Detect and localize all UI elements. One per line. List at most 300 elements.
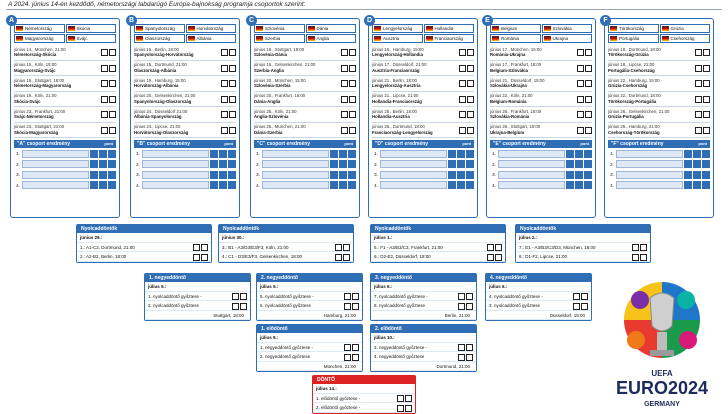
- score-box[interactable]: [467, 127, 474, 134]
- fixture-row: [219, 252, 353, 262]
- score-box[interactable]: [232, 303, 239, 310]
- score-box[interactable]: [577, 96, 584, 103]
- logo-germany: GERMANY: [644, 401, 680, 408]
- standing-team-field[interactable]: [22, 150, 89, 158]
- score-box[interactable]: [467, 65, 474, 72]
- stat-box[interactable]: [210, 181, 218, 189]
- stat-box[interactable]: [90, 160, 98, 168]
- stat-box[interactable]: [99, 171, 107, 179]
- match-date: június 15., Köln, 15:00: [14, 62, 57, 67]
- stat-box[interactable]: [228, 181, 236, 189]
- score-box[interactable]: [109, 65, 116, 72]
- match-date: június 25., München, 21:00: [254, 124, 306, 129]
- venue-row: Stuttgart, 18:00: [145, 311, 250, 321]
- flag-icon: [662, 26, 669, 31]
- stat-box[interactable]: [702, 171, 710, 179]
- stat-box[interactable]: [228, 160, 236, 168]
- score-box[interactable]: [459, 80, 466, 87]
- score-box[interactable]: [341, 96, 348, 103]
- stat-box[interactable]: [448, 160, 456, 168]
- score-box[interactable]: [458, 293, 465, 300]
- score-box[interactable]: [352, 303, 359, 310]
- match-teams: Olaszország-Albánia: [134, 67, 177, 73]
- intro-text: A 2024. június 14-én kezdődő, németországi labdarúgó Európa-bajnokság programja csoportok szerint:: [8, 1, 306, 8]
- stat-box[interactable]: [90, 181, 98, 189]
- group-letter: B: [126, 15, 137, 26]
- score-box[interactable]: [585, 96, 592, 103]
- standing-row: [490, 149, 592, 159]
- score-box[interactable]: [466, 354, 473, 361]
- score-box[interactable]: [109, 80, 116, 87]
- score-box[interactable]: [352, 354, 359, 361]
- standing-team-field[interactable]: [142, 160, 209, 168]
- standing-team-field[interactable]: [616, 160, 683, 168]
- team-name: Portugália: [619, 36, 640, 41]
- standing-team-field[interactable]: [22, 160, 89, 168]
- standing-row: [608, 149, 710, 159]
- fixture-row: [145, 292, 250, 302]
- result-title: "E" csoport eredmény: [493, 141, 546, 147]
- standing-team-field[interactable]: [616, 171, 683, 179]
- score-box[interactable]: [487, 244, 494, 251]
- match-teams: Hollandia-Ausztria: [372, 114, 410, 119]
- match-row: [134, 76, 236, 92]
- round-of-16-box: [76, 224, 212, 263]
- score-box[interactable]: [703, 96, 710, 103]
- score-box[interactable]: [458, 354, 465, 361]
- team-name: Szlovénia: [265, 26, 285, 31]
- score-box[interactable]: [349, 96, 356, 103]
- score-box[interactable]: [193, 254, 200, 261]
- stat-box[interactable]: [466, 171, 474, 179]
- score-box[interactable]: [229, 65, 236, 72]
- match-teams: Grúzia-Portugália: [608, 114, 644, 119]
- team-chip: [254, 24, 305, 33]
- score-box[interactable]: [201, 254, 208, 261]
- score-box[interactable]: [344, 303, 351, 310]
- match-row: [372, 123, 474, 139]
- stat-box[interactable]: [684, 150, 692, 158]
- match-date: június 14., München, 21:00: [14, 46, 66, 52]
- stat-box[interactable]: [448, 171, 456, 179]
- score-box[interactable]: [467, 49, 474, 56]
- score-box[interactable]: [349, 80, 356, 87]
- match-row: [490, 92, 592, 108]
- venue-row: München, 21:00: [257, 362, 362, 372]
- stat-box[interactable]: [108, 150, 116, 158]
- score-box[interactable]: [703, 49, 710, 56]
- stat-box[interactable]: [339, 150, 347, 158]
- group-result: [372, 140, 474, 190]
- stat-box[interactable]: [330, 160, 338, 168]
- stat-box[interactable]: [108, 181, 116, 189]
- fixture-row: [371, 252, 505, 262]
- score-box[interactable]: [632, 244, 639, 251]
- position-number: 2.: [256, 161, 260, 167]
- score-box[interactable]: [343, 254, 350, 261]
- score-box[interactable]: [577, 49, 584, 56]
- score-box[interactable]: [109, 127, 116, 134]
- score-box[interactable]: [221, 127, 228, 134]
- score-box[interactable]: [109, 49, 116, 56]
- score-box[interactable]: [466, 293, 473, 300]
- stat-box[interactable]: [348, 150, 356, 158]
- match-date: június 20., Frankfurt, 18:00: [254, 93, 306, 98]
- score-box[interactable]: [344, 354, 351, 361]
- match-teams: Szlovénia-Szerbia: [254, 83, 291, 88]
- stat-box[interactable]: [99, 150, 107, 158]
- standing-team-field[interactable]: [262, 171, 329, 179]
- stat-box[interactable]: [348, 181, 356, 189]
- stat-box[interactable]: [693, 181, 701, 189]
- score-box[interactable]: [577, 111, 584, 118]
- score-box[interactable]: [703, 111, 710, 118]
- stat-box[interactable]: [210, 150, 218, 158]
- stat-box[interactable]: [219, 150, 227, 158]
- team-chip: [186, 24, 237, 33]
- score-box[interactable]: [581, 303, 588, 310]
- standing-team-field[interactable]: [380, 171, 447, 179]
- team-chip: [608, 24, 659, 33]
- stat-box[interactable]: [90, 171, 98, 179]
- standing-team-field[interactable]: [616, 150, 683, 158]
- score-box[interactable]: [585, 111, 592, 118]
- score-box[interactable]: [101, 111, 108, 118]
- stat-box[interactable]: [339, 160, 347, 168]
- group-result: [14, 140, 116, 190]
- standing-team-field[interactable]: [22, 171, 89, 179]
- score-box[interactable]: [341, 49, 348, 56]
- score-box[interactable]: [109, 111, 116, 118]
- match-row: [490, 123, 592, 139]
- stat-box[interactable]: [210, 171, 218, 179]
- score-box[interactable]: [585, 127, 592, 134]
- stat-box[interactable]: [584, 181, 592, 189]
- stat-box[interactable]: [228, 150, 236, 158]
- match-row: [490, 76, 592, 92]
- team-list: [490, 24, 592, 43]
- stat-box[interactable]: [693, 171, 701, 179]
- quarter-final-box: [370, 273, 477, 321]
- stat-box[interactable]: [702, 181, 710, 189]
- stat-box[interactable]: [457, 171, 465, 179]
- team-name: Horvátország: [196, 26, 224, 31]
- stat-box[interactable]: [210, 160, 218, 168]
- score-box[interactable]: [458, 303, 465, 310]
- stat-box[interactable]: [702, 150, 710, 158]
- fixture-row: [257, 343, 362, 353]
- score-box[interactable]: [240, 293, 247, 300]
- score-box[interactable]: [349, 127, 356, 134]
- score-box[interactable]: [581, 293, 588, 300]
- score-box[interactable]: [459, 65, 466, 72]
- stat-box[interactable]: [457, 181, 465, 189]
- match-date: június 18., Lipcse, 21:00: [608, 62, 655, 67]
- team-chip: [490, 34, 541, 43]
- score-box[interactable]: [466, 303, 473, 310]
- team-chip: [542, 24, 593, 33]
- score-box[interactable]: [467, 80, 474, 87]
- score-box[interactable]: [640, 244, 647, 251]
- match-row: [254, 61, 356, 77]
- score-box[interactable]: [585, 49, 592, 56]
- box-title: Nyolcaddöntők: [371, 225, 505, 233]
- score-box[interactable]: [397, 395, 404, 402]
- score-box[interactable]: [221, 49, 228, 56]
- score-box[interactable]: [335, 244, 342, 251]
- standing-team-field[interactable]: [142, 181, 209, 189]
- stat-box[interactable]: [466, 160, 474, 168]
- team-list: [14, 24, 116, 43]
- stat-box[interactable]: [457, 160, 465, 168]
- score-box[interactable]: [459, 96, 466, 103]
- score-box[interactable]: [495, 254, 502, 261]
- box-date: június 29.:: [77, 233, 211, 243]
- score-box[interactable]: [459, 49, 466, 56]
- standing-team-field[interactable]: [616, 181, 683, 189]
- stat-box[interactable]: [466, 150, 474, 158]
- score-box[interactable]: [221, 80, 228, 87]
- fixture-row: [371, 352, 476, 362]
- score-box[interactable]: [341, 127, 348, 134]
- stat-box[interactable]: [693, 160, 701, 168]
- flag-icon: [426, 26, 433, 31]
- stat-box[interactable]: [584, 171, 592, 179]
- match-date: június 17., Düsseldorf, 21:00: [372, 62, 427, 67]
- match-date: június 26., Gelsenkirchen, 21:00: [608, 108, 670, 114]
- score-box[interactable]: [577, 127, 584, 134]
- score-box[interactable]: [459, 127, 466, 134]
- score-box[interactable]: [229, 96, 236, 103]
- score-box[interactable]: [344, 293, 351, 300]
- stat-box[interactable]: [99, 181, 107, 189]
- score-box[interactable]: [495, 244, 502, 251]
- standing-team-field[interactable]: [380, 150, 447, 158]
- stat-box[interactable]: [348, 171, 356, 179]
- score-box[interactable]: [101, 80, 108, 87]
- score-box[interactable]: [109, 96, 116, 103]
- stat-box[interactable]: [108, 171, 116, 179]
- stat-box[interactable]: [684, 171, 692, 179]
- score-box[interactable]: [229, 80, 236, 87]
- stat-box[interactable]: [584, 160, 592, 168]
- stat-box[interactable]: [566, 181, 574, 189]
- stat-box[interactable]: [339, 171, 347, 179]
- team-chip: [490, 24, 541, 33]
- fixture-text: 3. negyeddöntő győztese -: [374, 344, 428, 350]
- score-box[interactable]: [352, 293, 359, 300]
- standing-team-field[interactable]: [262, 160, 329, 168]
- score-box[interactable]: [349, 49, 356, 56]
- stat-box[interactable]: [108, 160, 116, 168]
- score-box[interactable]: [458, 344, 465, 351]
- score-box[interactable]: [703, 80, 710, 87]
- score-box[interactable]: [466, 344, 473, 351]
- box-date: július 2.:: [516, 233, 650, 243]
- score-box[interactable]: [349, 65, 356, 72]
- standing-team-field[interactable]: [498, 181, 565, 189]
- stat-box[interactable]: [566, 160, 574, 168]
- score-box[interactable]: [695, 111, 702, 118]
- fixture-row: [145, 301, 250, 311]
- score-box[interactable]: [221, 111, 228, 118]
- stat-box[interactable]: [90, 150, 98, 158]
- stat-box[interactable]: [219, 181, 227, 189]
- stat-box[interactable]: [575, 171, 583, 179]
- standing-team-field[interactable]: [498, 150, 565, 158]
- score-box[interactable]: [229, 111, 236, 118]
- score-box[interactable]: [397, 405, 404, 412]
- stat-box[interactable]: [457, 150, 465, 158]
- standing-row: [134, 181, 236, 191]
- score-box[interactable]: [341, 65, 348, 72]
- stat-box[interactable]: [99, 160, 107, 168]
- flag-icon: [188, 26, 195, 31]
- score-box[interactable]: [577, 80, 584, 87]
- standing-team-field[interactable]: [498, 160, 565, 168]
- score-box[interactable]: [695, 65, 702, 72]
- match-row: [134, 92, 236, 108]
- score-box[interactable]: [101, 49, 108, 56]
- stat-box[interactable]: [684, 160, 692, 168]
- score-box[interactable]: [585, 80, 592, 87]
- round-of-16-box: [515, 224, 651, 263]
- score-box[interactable]: [101, 96, 108, 103]
- stat-box[interactable]: [566, 171, 574, 179]
- score-box[interactable]: [467, 111, 474, 118]
- score-box[interactable]: [695, 127, 702, 134]
- score-box[interactable]: [695, 80, 702, 87]
- match-date: június 19., Stuttgart, 18:00: [14, 77, 65, 83]
- stat-box[interactable]: [348, 160, 356, 168]
- team-chip: [66, 34, 117, 43]
- stat-box[interactable]: [339, 181, 347, 189]
- match-row: [134, 45, 236, 61]
- score-box[interactable]: [487, 254, 494, 261]
- position-number: 2.: [136, 161, 140, 167]
- match-row: [372, 92, 474, 108]
- group-letter: D: [364, 15, 375, 26]
- score-box[interactable]: [459, 111, 466, 118]
- match-date: június 24., Lipcse, 21:00: [134, 124, 181, 129]
- score-box[interactable]: [240, 303, 247, 310]
- team-name: Németország: [25, 26, 52, 31]
- match-row: [490, 107, 592, 123]
- score-box[interactable]: [405, 405, 412, 412]
- fixture-text: 2.: A2-B2, Berlin, 18:00: [80, 254, 127, 259]
- score-box[interactable]: [221, 65, 228, 72]
- stat-box[interactable]: [584, 150, 592, 158]
- score-box[interactable]: [703, 65, 710, 72]
- stat-box[interactable]: [330, 181, 338, 189]
- stat-box[interactable]: [693, 150, 701, 158]
- score-box[interactable]: [695, 49, 702, 56]
- stat-box[interactable]: [330, 171, 338, 179]
- match-row: [134, 123, 236, 139]
- stat-box[interactable]: [566, 150, 574, 158]
- score-box[interactable]: [585, 65, 592, 72]
- standing-team-field[interactable]: [142, 171, 209, 179]
- group-card-a: [10, 18, 120, 218]
- score-box[interactable]: [193, 244, 200, 251]
- match-date: június 22., Köln, 21:00: [490, 93, 533, 98]
- score-box[interactable]: [573, 293, 580, 300]
- score-box[interactable]: [640, 254, 647, 261]
- score-box[interactable]: [577, 65, 584, 72]
- fixture-row: [313, 403, 415, 413]
- match-date: június 21., Lipcse, 21:00: [372, 93, 419, 98]
- score-box[interactable]: [352, 344, 359, 351]
- team-name: Belgium: [501, 26, 518, 31]
- stat-box[interactable]: [448, 150, 456, 158]
- stat-box[interactable]: [228, 171, 236, 179]
- position-number: 3.: [374, 172, 378, 178]
- standing-team-field[interactable]: [380, 181, 447, 189]
- standing-team-field[interactable]: [262, 181, 329, 189]
- euro-2024-logo: [600, 278, 725, 410]
- standing-team-field[interactable]: [262, 150, 329, 158]
- score-box[interactable]: [221, 96, 228, 103]
- match-date: június 17., Frankfurt, 18:00: [490, 62, 542, 67]
- match-teams: Skócia-Svájc: [14, 98, 41, 104]
- match-date: június 19., Hamburg, 15:00: [134, 77, 186, 83]
- stat-box[interactable]: [448, 181, 456, 189]
- match-date: június 20., Gelsenkirchen, 21:00: [134, 93, 196, 98]
- score-box[interactable]: [344, 344, 351, 351]
- match-teams: Németország-Skócia: [14, 52, 57, 57]
- score-box[interactable]: [335, 254, 342, 261]
- stat-box[interactable]: [575, 150, 583, 158]
- score-box[interactable]: [405, 395, 412, 402]
- score-box[interactable]: [703, 127, 710, 134]
- stat-box[interactable]: [330, 150, 338, 158]
- score-box[interactable]: [573, 303, 580, 310]
- score-box[interactable]: [201, 244, 208, 251]
- stat-box[interactable]: [219, 171, 227, 179]
- score-box[interactable]: [695, 96, 702, 103]
- team-name: Szlovákia: [552, 26, 572, 31]
- stat-box[interactable]: [466, 181, 474, 189]
- score-box[interactable]: [229, 127, 236, 134]
- standing-row: [134, 170, 236, 180]
- stat-box[interactable]: [575, 181, 583, 189]
- score-box[interactable]: [232, 293, 239, 300]
- score-box[interactable]: [229, 49, 236, 56]
- score-box[interactable]: [101, 127, 108, 134]
- score-box[interactable]: [343, 244, 350, 251]
- stat-box[interactable]: [219, 160, 227, 168]
- score-box[interactable]: [349, 111, 356, 118]
- match-teams: Spanyolország-Olaszország: [134, 98, 192, 104]
- stat-box[interactable]: [702, 160, 710, 168]
- match-teams: Törökország-Portugália: [608, 98, 657, 104]
- standing-team-field[interactable]: [142, 150, 209, 158]
- score-box[interactable]: [341, 80, 348, 87]
- standing-team-field[interactable]: [22, 181, 89, 189]
- team-name: Albánia: [196, 36, 212, 41]
- flag-icon: [136, 36, 143, 41]
- score-box[interactable]: [467, 96, 474, 103]
- stat-box[interactable]: [575, 160, 583, 168]
- score-box[interactable]: [341, 111, 348, 118]
- standing-team-field[interactable]: [380, 160, 447, 168]
- match-row: [490, 45, 592, 61]
- score-box[interactable]: [101, 65, 108, 72]
- standing-team-field[interactable]: [498, 171, 565, 179]
- score-box[interactable]: [632, 254, 639, 261]
- stat-box[interactable]: [684, 181, 692, 189]
- result-header: [14, 140, 116, 148]
